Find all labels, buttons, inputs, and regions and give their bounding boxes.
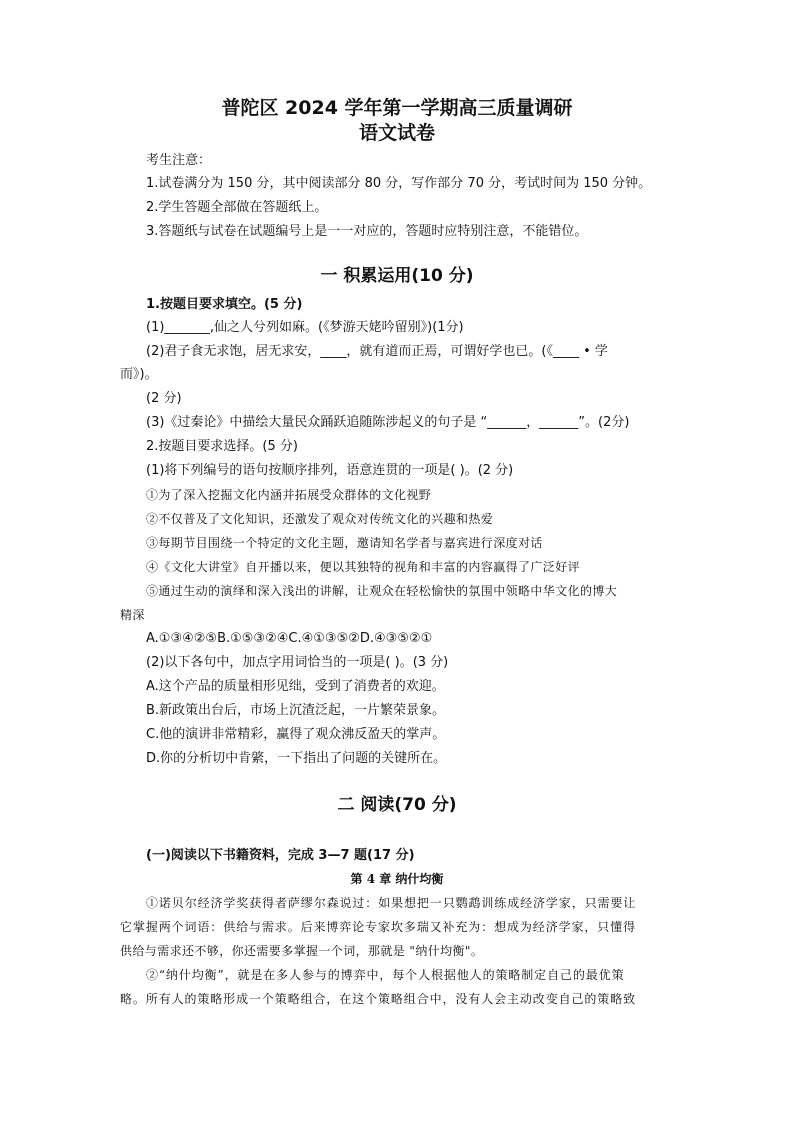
paragraph-2-line: 略。所有人的策略形成一个策略组合，在这个策略组合中，没有人会主动改变自己的策略致: [120, 992, 637, 1006]
sentence-item: ①为了深入挖掘文化内涵并拓展受众群体的文化视野: [146, 488, 432, 502]
option-a: A.这个产品的质量相形见绌，受到了消费者的欢迎。: [146, 679, 445, 694]
exam-title: 普陀区 2024 学年第一学期高三质量调研: [221, 97, 573, 119]
notice-item: 3.答题纸与试卷在试题编号上是一一对应的，答题时应特别注意，不能错位。: [146, 224, 588, 239]
question-1-part-2-score: (2 分): [146, 391, 182, 406]
option-d: D.你的分析切中肯綮，一下指出了问题的关键所在。: [146, 751, 447, 766]
sentence-item: ③每期节目围绕一个特定的文化主题，邀请知名学者与嘉宾进行深度对话: [146, 536, 543, 550]
question-1-part-2: (2)君子食无求饱，居无求安，____，就有道而正焉，可谓好学也已。(《____ • 学: [146, 344, 608, 359]
paragraph-1-line: 它掌握两个词语：供给与需求。后来博弈论专家坎多瑞又补充为：想成为经济学家，只懂得: [120, 920, 637, 934]
question-1-part-1: (1)_______,仙之人兮列如麻。(《梦游天姥吟留别》)(1分): [146, 320, 464, 335]
section-heading-2: 二 阅读(70 分): [337, 795, 457, 815]
question-1-part-3: (3)《过秦论》中描绘大量民众踊跃追随陈涉起义的句子是 “______，______”。(2分): [146, 415, 630, 430]
option-b: B.新政策出台后，市场上沉渣泛起，一片繁荣景象。: [146, 703, 446, 718]
option-c: C.他的演讲非常精彩，赢得了观众沸反盈天的掌声。: [146, 727, 446, 742]
question-2-sub-1: (1)将下列编号的语句按顺序排列，语意连贯的一项是( )。(2 分): [146, 463, 514, 478]
section-heading-1: 一 积累运用(10 分): [320, 266, 474, 286]
question-2-stem: 2.按题目要求选择。(5 分): [146, 439, 298, 454]
notice-heading: 考生注意：: [146, 153, 212, 168]
notice-item: 1.试卷满分为 150 分，其中阅读部分 80 分，写作部分 70 分，考试时间为 150 分钟。: [146, 176, 652, 191]
sentence-item: ②不仅普及了文化知识，还激发了观众对传统文化的兴趣和热爱: [146, 512, 494, 526]
reading-part-1-heading: (一)阅读以下书籍资料，完成 3—7 题(17 分): [146, 848, 415, 863]
notice-item: 2.学生答题全部做在答题纸上。: [146, 200, 328, 215]
sentence-item: ④《文化大讲堂》自开播以来，便以其独特的视角和丰富的内容赢得了广泛好评: [146, 560, 581, 574]
chapter-title: 第 4 章 纳什均衡: [350, 872, 444, 886]
paragraph-1-line: 供给与需求还不够，你还需要多掌握一个词，那就是 "纳什均衡"。: [120, 944, 484, 958]
question-1-part-2-cont: 而》)。: [120, 367, 158, 382]
sentence-item: ⑤通过生动的演绎和深入浅出的讲解，让观众在轻松愉快的氛围中领略中华文化的博大: [146, 584, 618, 598]
paragraph-1-line: ①诺贝尔经济学奖获得者萨缪尔森说过：如果想把一只鹦鹉训练成经济学家，只需要让: [146, 896, 637, 910]
exam-subtitle: 语文试卷: [358, 122, 435, 144]
question-2-sub-2: (2)以下各句中，加点字用词恰当的一项是( )。(3 分): [146, 655, 449, 670]
question-1-stem: 1.按题目要求填空。(5 分): [146, 297, 303, 312]
sentence-item-cont: 精深: [120, 608, 145, 622]
options-sub-1: A.①③④②⑤B.①⑤③②④C.④①③⑤②D.④③⑤②①: [146, 631, 433, 646]
paragraph-2-line: ②“纳什均衡”，就是在多人参与的博弈中，每个人根据他人的策略制定自己的最优策: [146, 968, 625, 982]
